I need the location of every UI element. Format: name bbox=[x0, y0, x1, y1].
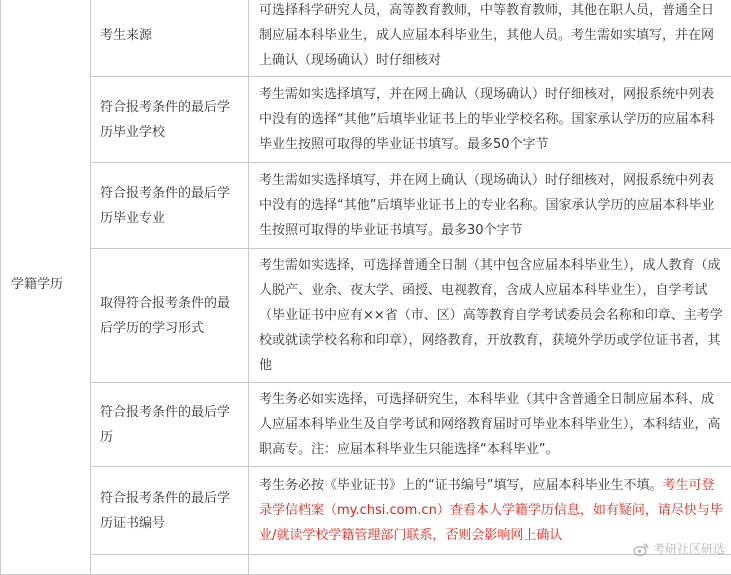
watermark-text: 考研社区研选 bbox=[653, 540, 725, 557]
field-description: 考生需如实选择填写，并在网上确认（现场确认）时仔细核对，网报系统中列表中没有的选择“其他”后填毕业证书上的专业名称。国家承认学历的应届本科毕业生按照可取得的毕业证书填写。最多30个字节 bbox=[249, 163, 731, 249]
field-description: 考生务必如实选择，可选择研究生，本科毕业（其中含普通全日制应届本科、成人应届本科毕业生及自学考试和网络教育届时可毕业本科毕业生），本科结业，高职高专。注：应届本科毕业生只能选择“本科毕业”。 bbox=[249, 383, 731, 467]
table-row bbox=[1, 0, 731, 77]
table-row bbox=[1, 77, 731, 163]
field-description: 考生需如实选择填写，并在网上确认（现场确认）时仔细核对，网报系统中列表中没有的选择“其他”后填毕业证书上的毕业学校名称。国家承认学历的应届本科毕业生按照可取得的毕业证书填写。最多50个字节 bbox=[249, 77, 731, 163]
field-name: 取得符合报考条件的最后学历的学习形式 bbox=[91, 249, 249, 383]
empty-cell bbox=[91, 555, 249, 575]
field-description: 可选择科学研究人员，高等教育教师，中等教育教师，其他在职人员，普通全日制应届本科毕业生，成人应届本科毕业生，其他人员。考生需如实填写，并在网上确认（现场确认）时仔细核对 bbox=[249, 0, 731, 77]
table-row bbox=[1, 555, 731, 575]
category-cell: 学籍学历 bbox=[1, 0, 91, 575]
field-name: 符合报考条件的最后学历毕业专业 bbox=[91, 163, 249, 249]
field-description: 考生需如实选择，可选择普通全日制（其中包含应届本科毕业生），成人教育（成人脱产、业余、夜大学、函授、电视教育，含成人应届本科毕业生），自学考试（毕业证书中应有××省（市、区）高等教育自学考试委员会名称和印章、主考学校或就读学校名称和印章），网络教育，开放教育，获境外学历或学位证书者，其他 bbox=[249, 249, 731, 383]
field-name: 符合报考条件的最后学历证书编号 bbox=[91, 467, 249, 555]
description-text: 考生务必按《毕业证书》上的“证书编号”填写，应届本科毕业生不填。 bbox=[259, 478, 662, 493]
table-row bbox=[1, 467, 731, 555]
table-row bbox=[1, 163, 731, 249]
description-highlight: 考生可登录学信档案（my.chsi.com.cn）查看本人学籍学历信息，如有疑问，请尽快与毕业/就读学校学籍管理部门联系，否则会影响网上确认 bbox=[259, 478, 723, 543]
table-row bbox=[1, 249, 731, 383]
field-name: 符合报考条件的最后学历 bbox=[91, 383, 249, 467]
field-name: 符合报考条件的最后学历毕业学校 bbox=[91, 77, 249, 163]
field-name: 考生来源 bbox=[91, 0, 249, 77]
empty-cell bbox=[249, 555, 731, 575]
table-row bbox=[1, 383, 731, 467]
field-description bbox=[249, 467, 731, 555]
